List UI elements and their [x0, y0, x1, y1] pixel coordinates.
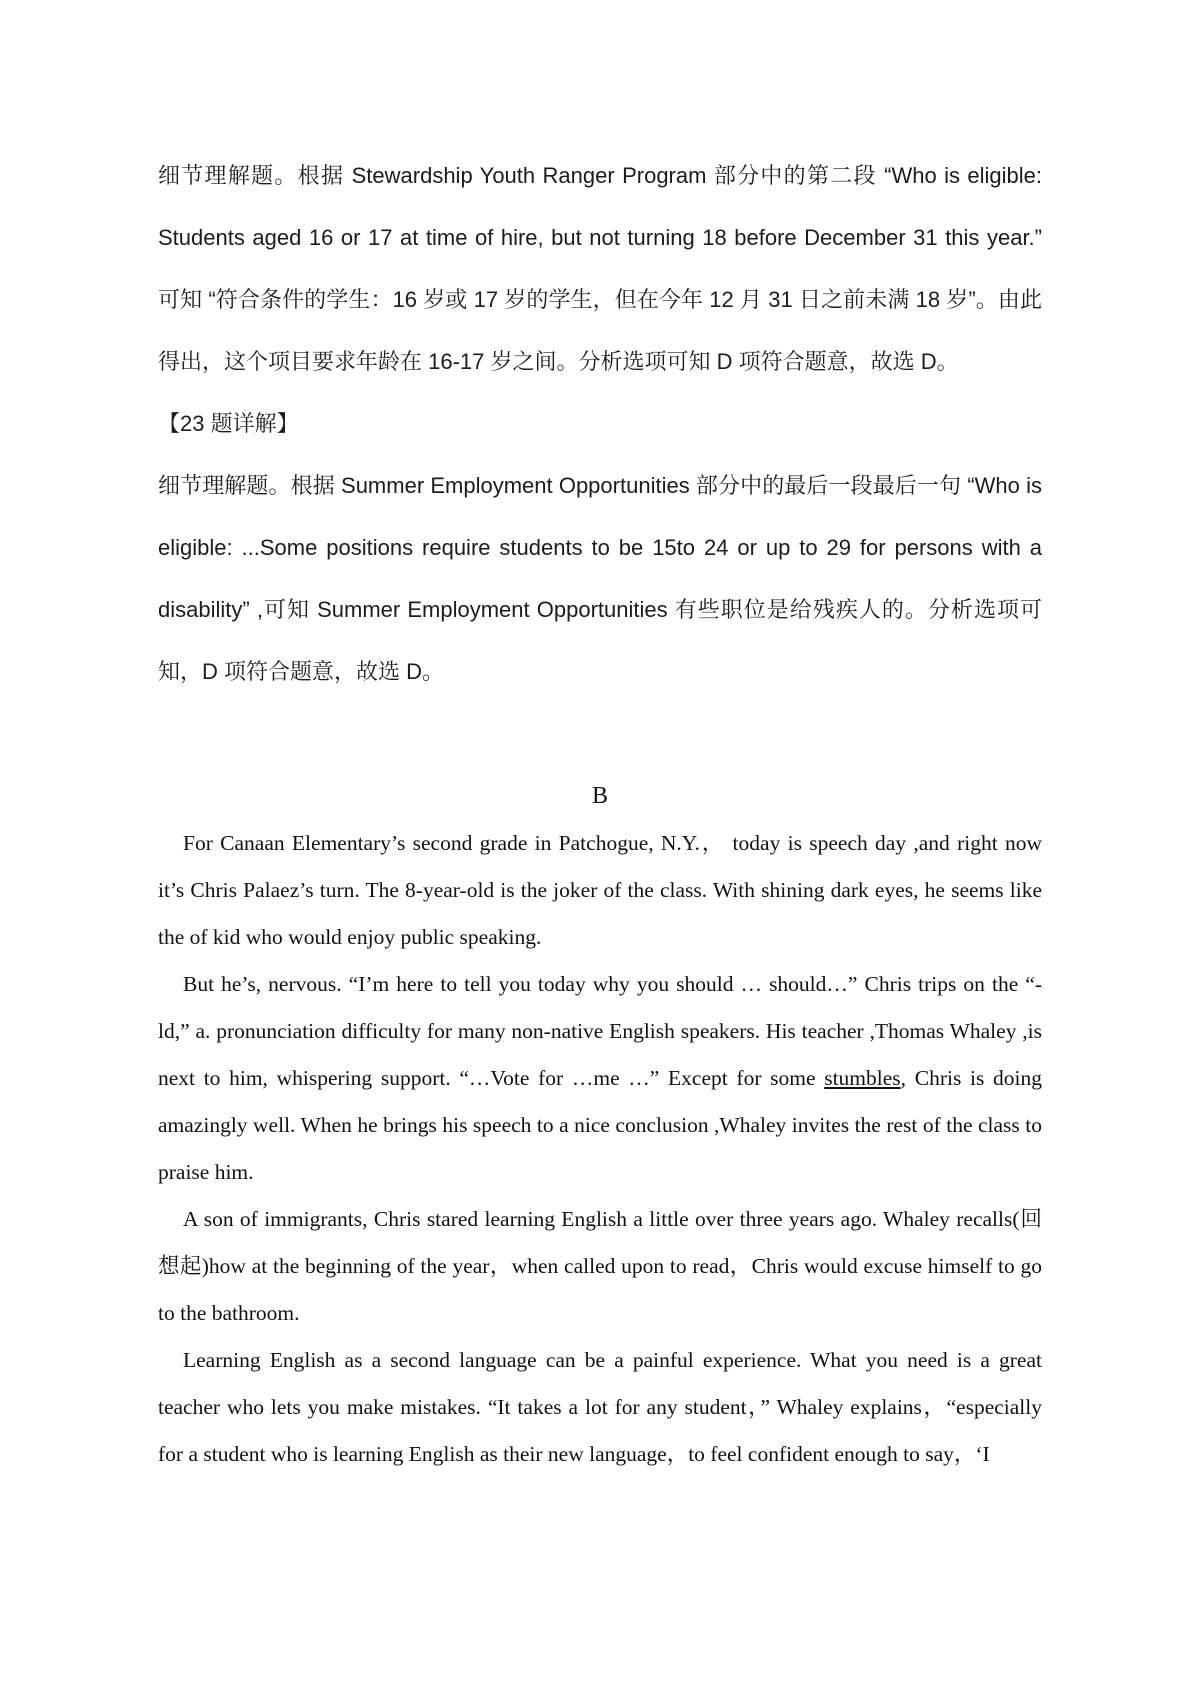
reading-passage-b — [158, 820, 1042, 1478]
passage-paragraph-4: Learning English as a second language can be a painful experience. What you need is a great teacher who lets you make mistakes. “It takes a lot for any student，” Whaley explains，“especially for a student who is learning English as their new language，to feel confident enough to say，‘I — [158, 1348, 1042, 1466]
passage-paragraph-2-text-before: But he’s, nervous. “I’m here to tell you today why you should … should…” Chris trips on the “-ld,” a. pronunciation difficulty for many non-native English speakers. His teacher ,Thomas Whaley ,is next to him, whispering support. “…Vote for …me …” Except for some — [158, 972, 1042, 1090]
passage-paragraph-2-text-after: , Chris is doing amazingly well. When he brings his speech to a nice conclusion ,Whaley invites the rest of the class to praise him. — [158, 1066, 1042, 1184]
passage-paragraph-1: For Canaan Elementary’s second grade in Patchogue, N.Y.， today is speech day ,and right now it’s Chris Palaez’s turn. The 8-year-old is the joker of the class. With shining dark eyes, he seems like the of kid who would enjoy public speaking. — [158, 831, 1042, 949]
answer-explanation-section — [158, 145, 1042, 703]
question-23-header: 【23 题详解】 — [158, 411, 299, 436]
explanation-22-text: 细节理解题。根据 Stewardship Youth Ranger Program 部分中的第二段 “Who is eligible: Students aged 16 or 17 at time of hire, but not turning 18 before December 31 this year.” 可知 “符合条件的学生：16 岁或 17 岁的学生，但在今年 12 月 31 日之前未满 18 岁”。由此得出，这个项目要求年龄在 16-17 岁之间。分析选项可知 D 项符合题意，故选 D。 — [158, 163, 1042, 374]
underlined-word-stumbles: stumbles — [824, 1066, 901, 1090]
section-b-heading: B — [591, 783, 608, 809]
explanation-23-text: 细节理解题。根据 Summer Employment Opportunities 部分中的最后一段最后一句 “Who is eligible: ...Some positions require students to be 15to 24 or up to 29 for persons with a disability” ,可知 Summer Employment Opportunities 有些职位是给残疾人的。分析选项可知，D 项符合题意，故选 D。 — [158, 473, 1042, 684]
passage-paragraph-2 — [158, 961, 1042, 1196]
passage-paragraph-3: A son of immigrants, Chris stared learning English a little over three years ago. Whaley recalls(回想起)how at the beginning of the year，when called upon to read，Chris would excuse himself to go to the bathroom. — [158, 1207, 1042, 1325]
